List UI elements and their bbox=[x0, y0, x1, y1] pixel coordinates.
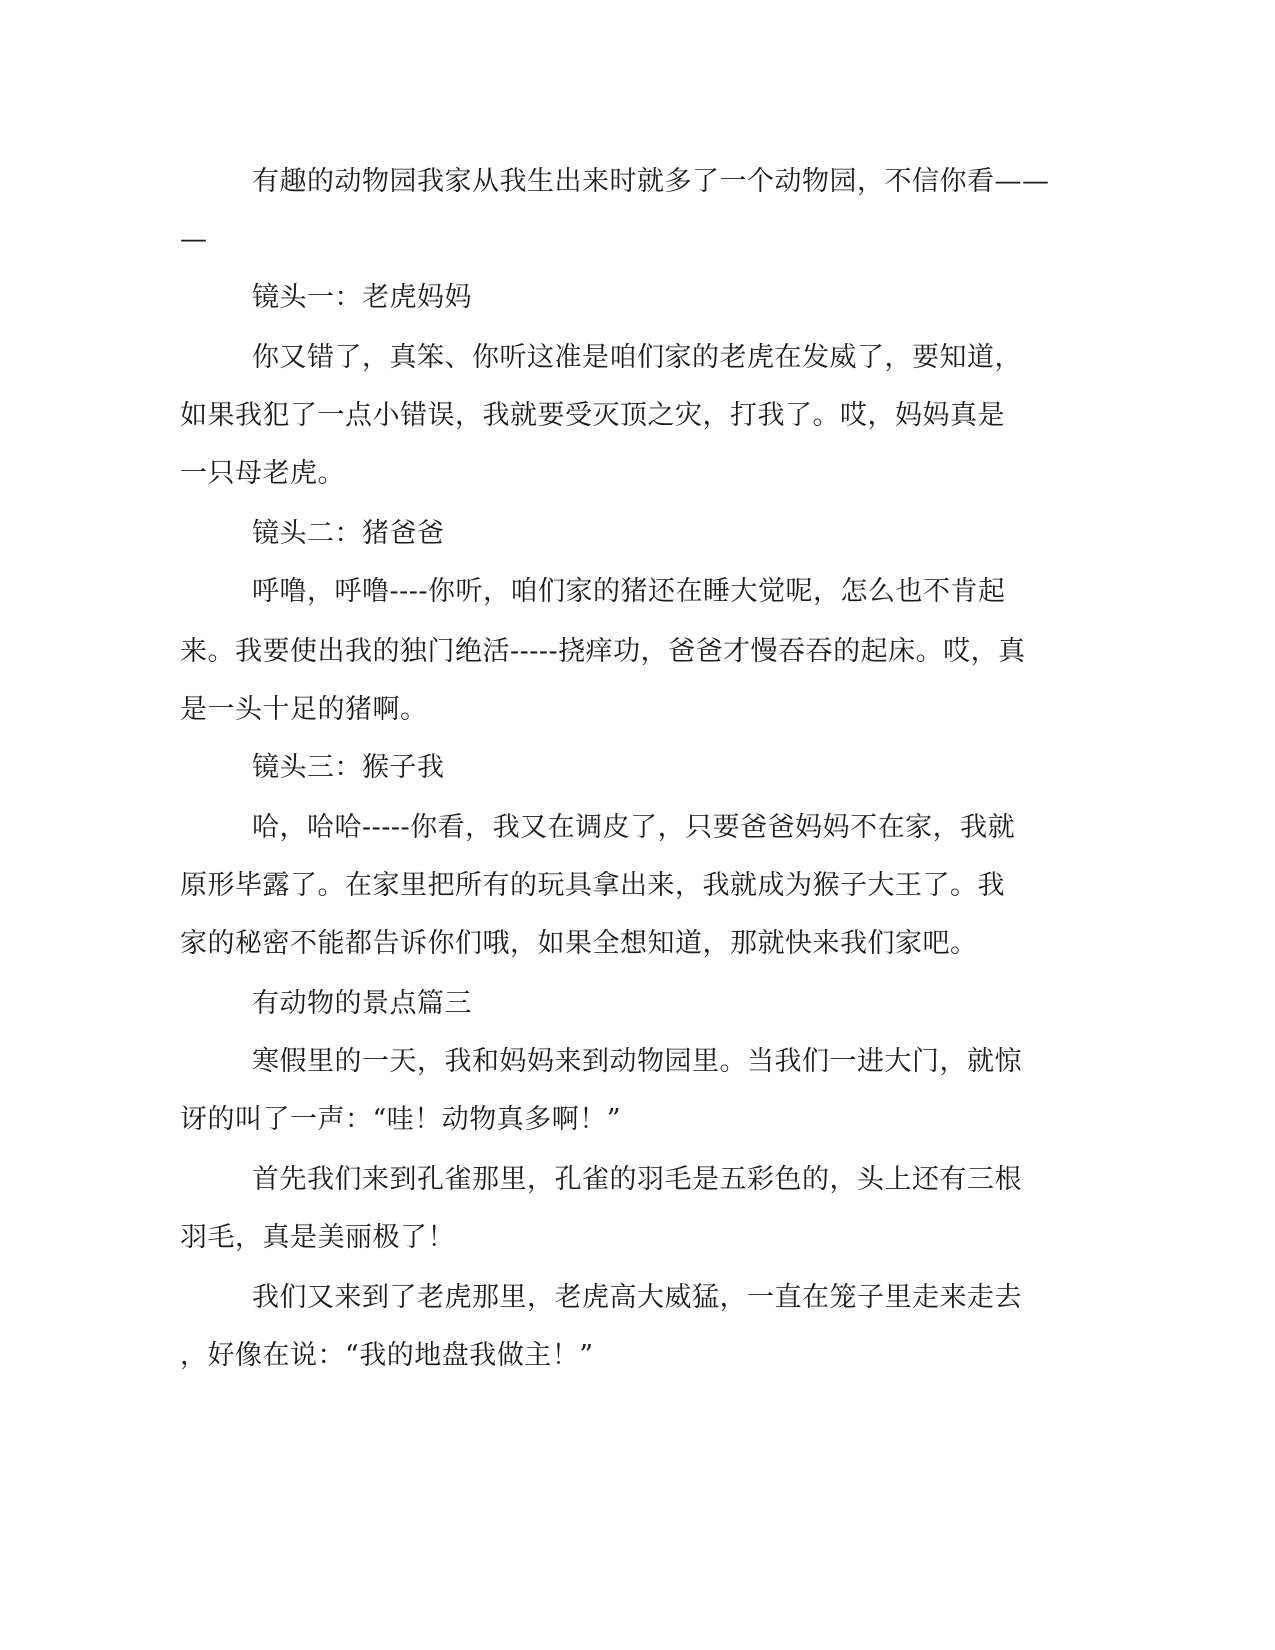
text-line: 首先我们来到孔雀那里，孔雀的羽毛是五彩色的，头上还有三根 bbox=[252, 1164, 1022, 1195]
text-line: 原形毕露了。在家里把所有的玩具拿出来，我就成为猴子大王了。我 bbox=[180, 870, 1005, 901]
text-line: 你又错了，真笨、你听这准是咱们家的老虎在发威了，要知道， bbox=[252, 342, 1022, 373]
text-line: 羽毛，真是美丽极了！ bbox=[180, 1222, 455, 1253]
text-line: 如果我犯了一点小错误，我就要受灭顶之灾，打我了。哎，妈妈真是 bbox=[180, 400, 1005, 431]
text-line: 我们又来到了老虎那里，老虎高大威猛，一直在笼子里走来走去 bbox=[252, 1282, 1022, 1313]
text-line: 有趣的动物园我家从我生出来时就多了一个动物园，不信你看—— bbox=[252, 166, 1050, 197]
text-line: 来。我要使出我的独门绝活-----挠痒功，爸爸才慢吞吞的起床。哎，真 bbox=[180, 636, 1026, 667]
text-line: ，好像在说：“我的地盘我做主！” bbox=[180, 1340, 594, 1371]
text-line: 讶的叫了一声：“哇！动物真多啊！” bbox=[180, 1104, 622, 1135]
text-line: 镜头一：老虎妈妈 bbox=[252, 282, 472, 313]
text-line: 镜头三：猴子我 bbox=[252, 752, 445, 783]
text-line: 家的秘密不能都告诉你们哦，如果全想知道，那就快来我们家吧。 bbox=[180, 928, 978, 959]
text-line: 镜头二：猪爸爸 bbox=[252, 518, 445, 549]
text-line: 是一头十足的猪啊。 bbox=[180, 694, 428, 725]
text-line: 呼噜，呼噜----你听，咱们家的猪还在睡大觉呢，怎么也不肯起 bbox=[252, 576, 1006, 607]
text-line: 一只母老虎。 bbox=[180, 458, 345, 489]
text-line: — bbox=[180, 224, 208, 255]
text-line: 寒假里的一天，我和妈妈来到动物园里。当我们一进大门，就惊 bbox=[252, 1046, 1022, 1077]
text-line: 哈，哈哈-----你看，我又在调皮了，只要爸爸妈妈不在家，我就 bbox=[252, 812, 1016, 843]
text-line: 有动物的景点篇三 bbox=[252, 988, 472, 1019]
